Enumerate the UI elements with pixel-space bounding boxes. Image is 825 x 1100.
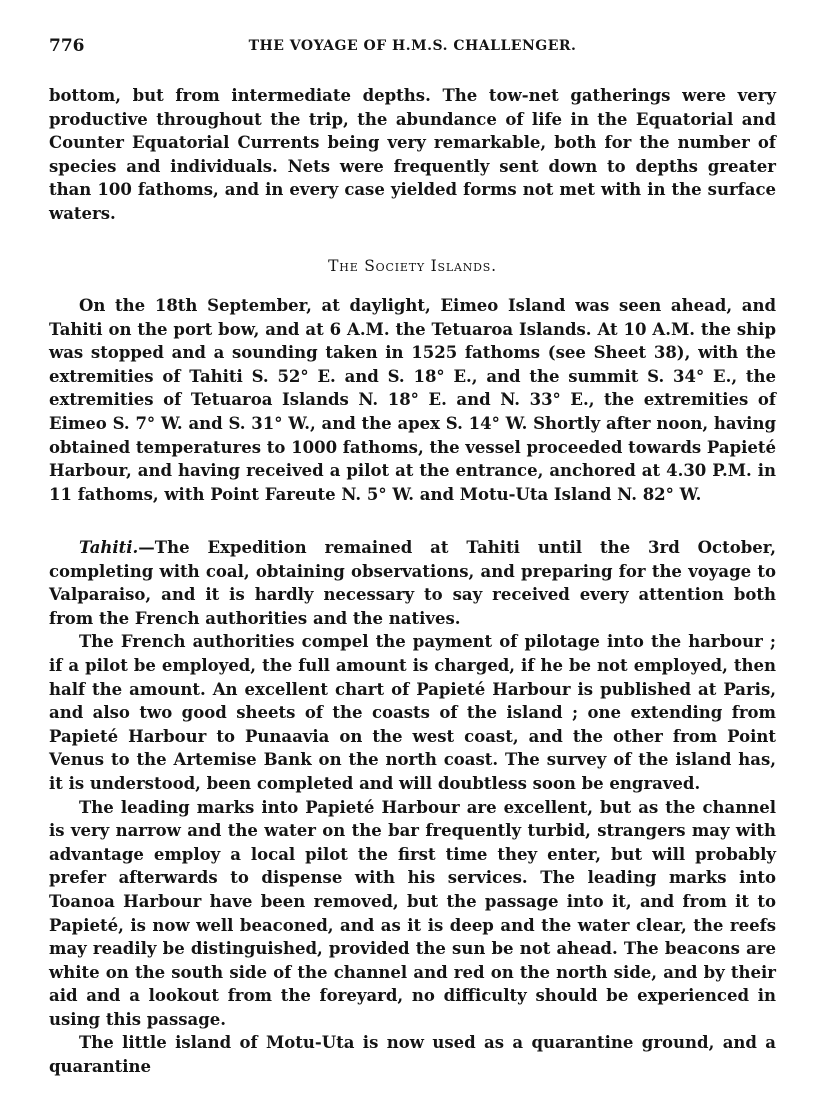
tahiti-text: —The Expedition remained at Tahiti until the 3rd October, completing with coal, obtaining observations, and preparing for the voyage to Valparaiso, and it is hardly necessary to say received every attention both from the French authorities and the natives. — [49, 538, 776, 628]
running-title: THE VOYAGE OF H.M.S. CHALLENGER. — [248, 38, 577, 54]
section-heading: The Society Islands. — [328, 257, 497, 275]
intro-paragraph-text: bottom, but from intermediate depths. The tow-net gatherings were very productive throughout the trip, the abundance of life in the Equatorial and Counter Equatorial Currents being very remarkable, both for the number of species and individuals. Nets were frequently sent down to depths greater than 100 fathoms, and in every case yielded forms not met with in the surface waters. — [49, 86, 776, 223]
paragraph-september-text: On the 18th September, at daylight, Eimeo Island was seen ahead, and Tahiti on the port bow, and at 6 A.M. the Tetuaroa Islands. At 10 A.M. the ship was stopped and a sounding taken in 1525 fathoms (see Sheet 38), with the extremities of Tahiti S. 52° E. and S. 18° E., and the summit S. 34° E., the extremities of Tetuaroa Islands N. 18° E. and N. 33° E., the extremities of Eimeo S. 7° W. and S. 31° W., and the apex S. 14° W. Shortly after noon, having obtained temperatures to 1000 fathoms, the vessel proceeded towards Papieté Harbour, and having received a pilot at the entrance, anchored at 4.30 P.M. in 11 fathoms, with Point Fareute N. 5° W. and Motu-Uta Island N. 82° W. — [49, 296, 776, 504]
tahiti-section — [49, 536, 776, 1079]
paragraph-pilotage: The French authorities compel the payment of pilotage into the harbour ; if a pilot be employed, the full amount is charged, if he be not employed, then half the amount. An excellent chart of Papieté Harbour is published at Paris, and also two good sheets of the coasts of the island ; one extending from Papieté Harbour to Punaavia on the west coast, and the other from Point Venus to the Artemise Bank on the north coast. The survey of the island has, it is understood, been completed and will doubtless soon be engraved. — [49, 632, 776, 793]
tahiti-label: Tahiti. — [79, 538, 139, 557]
paragraph-motu-uta: The little island of Motu-Uta is now used as a quarantine ground, and a quarantine — [49, 1033, 776, 1077]
page-header — [49, 36, 776, 60]
intro-paragraph — [49, 84, 776, 226]
paragraph-leading-marks: The leading marks into Papieté Harbour are excellent, but as the channel is very narrow and the water on the bar frequently turbid, strangers may with advantage employ a local pilot the first time they enter, but will probably prefer afterwards to dispense with his services. The leading marks into Toanoa Harbour have been removed, but the passage into it, and from it to Papieté, is now well beaconed, and as it is deep and the water clear, the reefs may readily be distinguished, provided the sun be not ahead. The beacons are white on the south side of the channel and red on the north side, and by their aid and a lookout from the foreyard, no difficulty should be experienced in using this passage. — [49, 797, 776, 1029]
page-number: 776 — [49, 36, 85, 56]
paragraph-tahiti — [49, 536, 776, 630]
paragraph-september — [49, 294, 776, 506]
